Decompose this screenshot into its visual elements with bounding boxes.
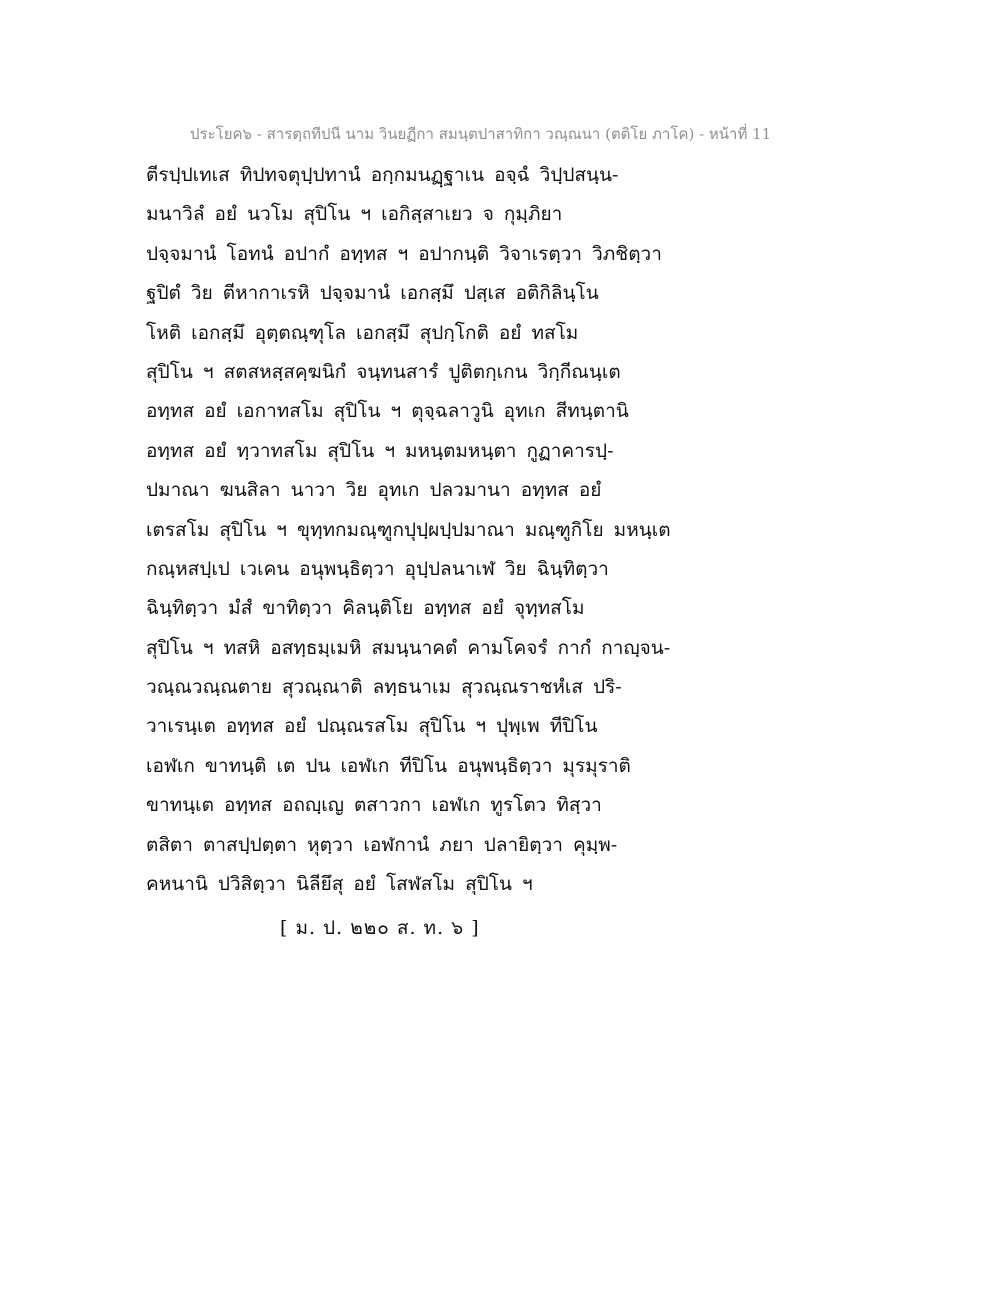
text-line: ปมาณา ฆนสิลา นาวา วิย อุทเก ปลวมานา อทฺทส อยํ (146, 479, 602, 502)
page-header: ประโยค๖ - สารตฺถทีปนี นาม วินยฏีกา สมนฺตปาสาทิกา วณฺณนา (ตติโย ภาโค) - หน้าที่ 11 (190, 125, 772, 143)
text-line: ขาทนฺเต อทฺทส อถญฺเญ ตสาวกา เอฬเก ทูรโตว ทิสฺวา (146, 794, 602, 817)
body-text (146, 156, 886, 904)
text-line: ตสิตา ตาสปฺปตฺตา หุตฺวา เอฬกานํ ภยา ปลายิตฺวา คุมฺพ- (146, 833, 618, 856)
text-line: เตรสโม สุปิโน ฯ ขุทฺทกมณฺฑูกปุปฺผปฺปมาณา มณฺฑูกิโย มหนฺเต (146, 518, 671, 541)
text-line: กณฺหสปฺเป เวเคน อนุพนฺธิตฺวา อุปฺปลนาเฬ วิย ฉินฺทิตฺวา (146, 557, 609, 580)
text-line: วาเรนฺเต อทฺทส อยํ ปณฺณรสโม สุปิโน ฯ ปุพฺเพ ทีปิโน (146, 715, 598, 738)
reference-citation: [ ม. ป. ๒๒๐ ส. ท. ๖ ] (280, 917, 480, 939)
text-line: มนาวิลํ อยํ นวโม สุปิโน ฯ เอกิสฺสาเยว จ กุมฺภิยา (146, 203, 563, 226)
text-line: โหติ เอกสฺมึ อุตฺตณฺฑุโล เอกสฺมึ สุปกฺโกติ อยํ ทสโม (146, 321, 579, 344)
text-line: ปจฺจมานํ โอทนํ อปากํ อทฺทส ฯ อปากนฺติ วิจาเรตฺวา วิภชิตฺวา (146, 242, 662, 265)
text-line: คหนานิ ปวิสิตฺวา นิลียึสุ อยํ โสฬสโม สุปิโน ฯ (146, 873, 533, 896)
text-line: อทฺทส อยํ เอกาทสโม สุปิโน ฯ ตุจฺฉลาวูนิ อุทเก สีทนฺตานิ (146, 400, 629, 423)
text-line: สุปิโน ฯ ทสหิ อสทฺธมฺเมหิ สมนฺนาคตํ คามโคจรํ กากํ กาญฺจน- (146, 636, 671, 659)
text-line: วณฺณวณฺณตาย สุวณฺณาติ ลทฺธนาเม สุวณฺณราชหํเส ปริ- (146, 676, 622, 699)
text-line: เอฬเก ขาทนฺติ เต ปน เอฬเก ทีปิโน อนุพนฺธิตฺวา มุรมุราติ (146, 754, 631, 777)
text-line: สุปิโน ฯ สตสหสฺสคฺฆนิกํ จนฺทนสารํ ปูติตกฺเกน วิกฺกีณนฺเต (146, 360, 621, 383)
text-line: อทฺทส อยํ ทฺวาทสโม สุปิโน ฯ มหนฺตมหนฺตา กูฏาคารปฺ- (146, 439, 614, 462)
text-line: ฐปิตํ วิย ตีหากาเรหิ ปจฺจมานํ เอกสฺมึ ปสฺเส อติกิลินฺโน (146, 282, 599, 305)
text-line: ฉินฺทิตฺวา มํสํ ขาทิตฺวา คิลนฺติโย อทฺทส อยํ จุทฺทสโม (146, 597, 585, 620)
text-line: ตีรปฺปเทเส ทิปทจตุปฺปทานํ อกฺกมนฏฺฐาเน อจฺฉํ วิปฺปสนฺน- (146, 164, 619, 186)
